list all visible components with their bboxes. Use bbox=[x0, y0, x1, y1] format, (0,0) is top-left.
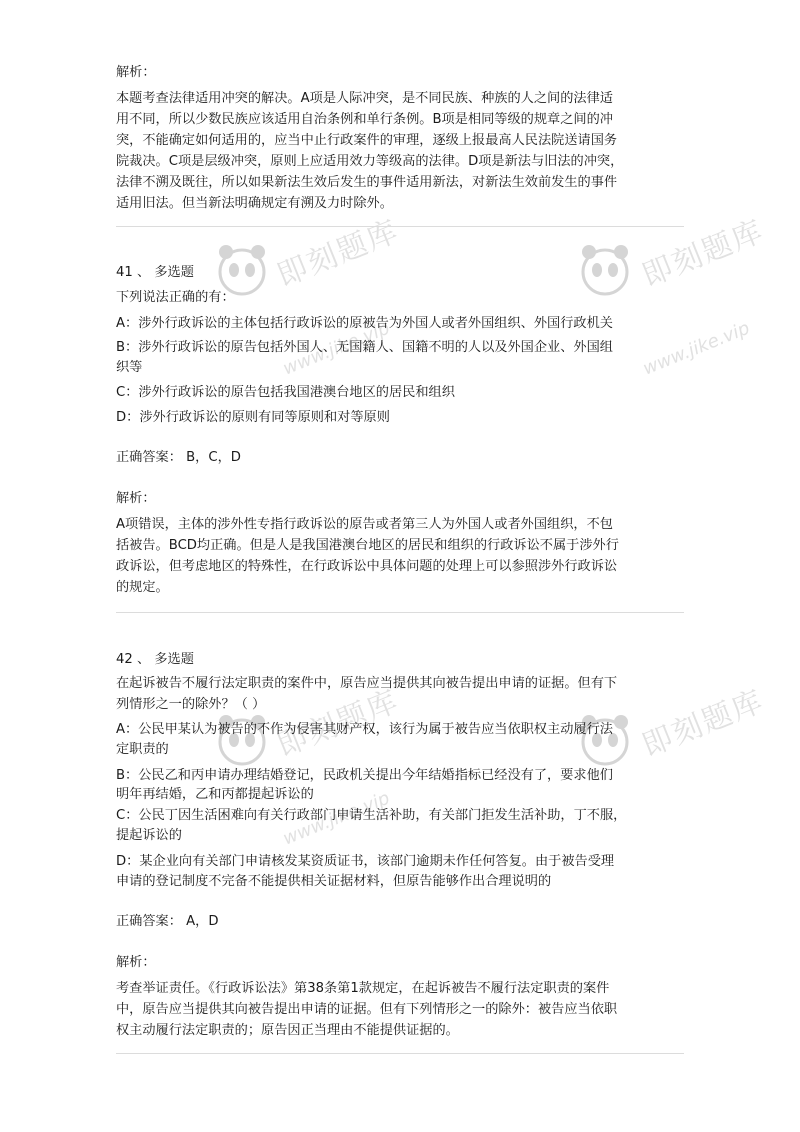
q42-answer: 正确答案： A，D bbox=[116, 914, 219, 929]
q41-analysis-line: A项错误，主体的涉外性专指行政诉讼的原告或者第三人为外国人或者外国组织，不包 bbox=[116, 517, 613, 532]
option-text: 涉外行政诉讼的主体包括行政诉讼的原被告为外国人或者外国组织、外国行政机关 bbox=[138, 316, 613, 331]
q42-analysis-line: 考查举证责任。《行政诉讼法》第38条第1款规定，在起诉被告不履行法定职责的案件 bbox=[116, 981, 610, 996]
option-text: 涉外行政诉讼的原告包括我国港澳台地区的居民和组织 bbox=[138, 385, 455, 400]
option-text: 涉外行政诉讼的原则有同等原则和对等原则 bbox=[139, 410, 390, 425]
q40-analysis-line: 院裁决。C项是层级冲突，原则上应适用效力等级高的法律。D项是新法与旧法的冲突， bbox=[116, 154, 624, 169]
q41-option-a bbox=[116, 313, 690, 334]
q42-option-a-cont: 定职责的 bbox=[116, 742, 169, 757]
q42-analysis-line: 中，原告应当提供其向被告提出申请的证据。但有下列情形之一的除外：被告应当依职 bbox=[116, 1002, 618, 1017]
q42-option-c-cont: 提起诉讼的 bbox=[116, 828, 182, 843]
option-text: 涉外行政诉讼的原告包括外国人、无国籍人、国籍不明的人以及外国企业、外国组 bbox=[138, 340, 613, 355]
q42-option-d bbox=[116, 851, 690, 872]
option-label: D： bbox=[116, 854, 140, 869]
q40-analysis-line: 本题考查法律适用冲突的解决。A项是人际冲突，是不同民族、种族的人之间的法律适 bbox=[116, 91, 613, 106]
q42-analysis-label: 解析： bbox=[116, 955, 156, 970]
q40-analysis-line: 适用旧法。但当新法明确规定有溯及力时除外。 bbox=[116, 196, 393, 211]
option-label: A： bbox=[116, 722, 139, 737]
q41-answer: 正确答案： B，C，D bbox=[116, 450, 241, 465]
watermark-url: www.jike.vip bbox=[280, 787, 393, 850]
q41-option-d bbox=[116, 407, 690, 428]
option-label: D： bbox=[116, 410, 140, 425]
option-label: C： bbox=[116, 385, 139, 400]
q42-stem-line: 列情形之一的除外？（ ） bbox=[116, 697, 266, 712]
watermark-text: 即刻题库 bbox=[637, 683, 770, 764]
divider bbox=[116, 1053, 684, 1054]
q41-analysis-label: 解析： bbox=[116, 491, 156, 506]
watermark-url: www.jike.vip bbox=[280, 317, 393, 380]
q41-stem: 下列说法正确的有： bbox=[116, 290, 235, 305]
watermark-url: www.jike.vip bbox=[640, 317, 753, 380]
option-text: 公民乙和丙申请办理结婚登记，民政机关提出今年结婚指标已经没有了，要求他们 bbox=[138, 768, 613, 783]
q42-option-d-cont: 申请的登记制度不完备不能提供相关证据材料，但原告能够作出合理说明的 bbox=[116, 874, 552, 889]
q41-option-b bbox=[116, 337, 690, 358]
q41-analysis-line: 括被告。BCD均正确。但是人是我国港澳台地区的居民和组织的行政诉讼不属于涉外行 bbox=[116, 538, 619, 553]
watermark-text: 即刻题库 bbox=[637, 213, 770, 294]
option-text: 公民甲某认为被告的不作为侵害其财产权，该行为属于被告应当依职权主动履行法 bbox=[138, 722, 613, 737]
option-text: 某企业向有关部门申请核发某资质证书，该部门逾期未作任何答复。由于被告受理 bbox=[139, 854, 615, 869]
divider bbox=[116, 226, 684, 227]
option-label: B： bbox=[116, 340, 139, 355]
q42-stem-line: 在起诉被告不履行法定职责的案件中，原告应当提供其向被告提出申请的证据。但有下 bbox=[116, 676, 618, 691]
q41-analysis-line: 的规定。 bbox=[116, 580, 169, 595]
q42-option-b-cont: 明年再结婚，乙和丙都提起诉讼的 bbox=[116, 787, 314, 802]
q40-analysis-line: 法律不溯及既往，所以如果新法生效后发生的事件适用新法，对新法生效前发生的事件 bbox=[116, 175, 618, 190]
q41-header: 41 、 多选题 bbox=[116, 265, 194, 280]
option-label: B： bbox=[116, 768, 139, 783]
option-label: C： bbox=[116, 808, 139, 823]
watermark-text: 即刻题库 bbox=[272, 213, 405, 294]
q42-option-b bbox=[116, 765, 690, 786]
q42-analysis-line: 权主动履行法定职责的；原告因正当理由不能提供证据的。 bbox=[116, 1023, 459, 1038]
q40-analysis-line: 突，不能确定如何适用的，应当中止行政案件的审理，逐级上报最高人民法院送请国务 bbox=[116, 133, 618, 148]
option-label: A： bbox=[116, 316, 139, 331]
q40-analysis-line: 用不同，所以少数民族应该适用自治条例和单行条例。B项是相同等级的规章之间的冲 bbox=[116, 112, 613, 127]
q41-analysis-line: 政诉讼，但考虑地区的特殊性，在行政诉讼中具体问题的处理上可以参照涉外行政诉讼 bbox=[116, 559, 618, 574]
q42-option-a bbox=[116, 719, 690, 740]
option-text: 公民丁因生活困难向有关行政部门申请生活补助，有关部门拒发生活补助，丁不服， bbox=[138, 808, 627, 823]
watermark-text: 即刻题库 bbox=[272, 683, 405, 764]
q42-option-c bbox=[116, 805, 690, 826]
divider bbox=[116, 612, 684, 613]
q41-option-c bbox=[116, 382, 690, 403]
q40-analysis-label: 解析： bbox=[116, 65, 156, 80]
q41-option-b-cont: 织等 bbox=[116, 360, 143, 375]
q42-header: 42 、 多选题 bbox=[116, 652, 194, 667]
